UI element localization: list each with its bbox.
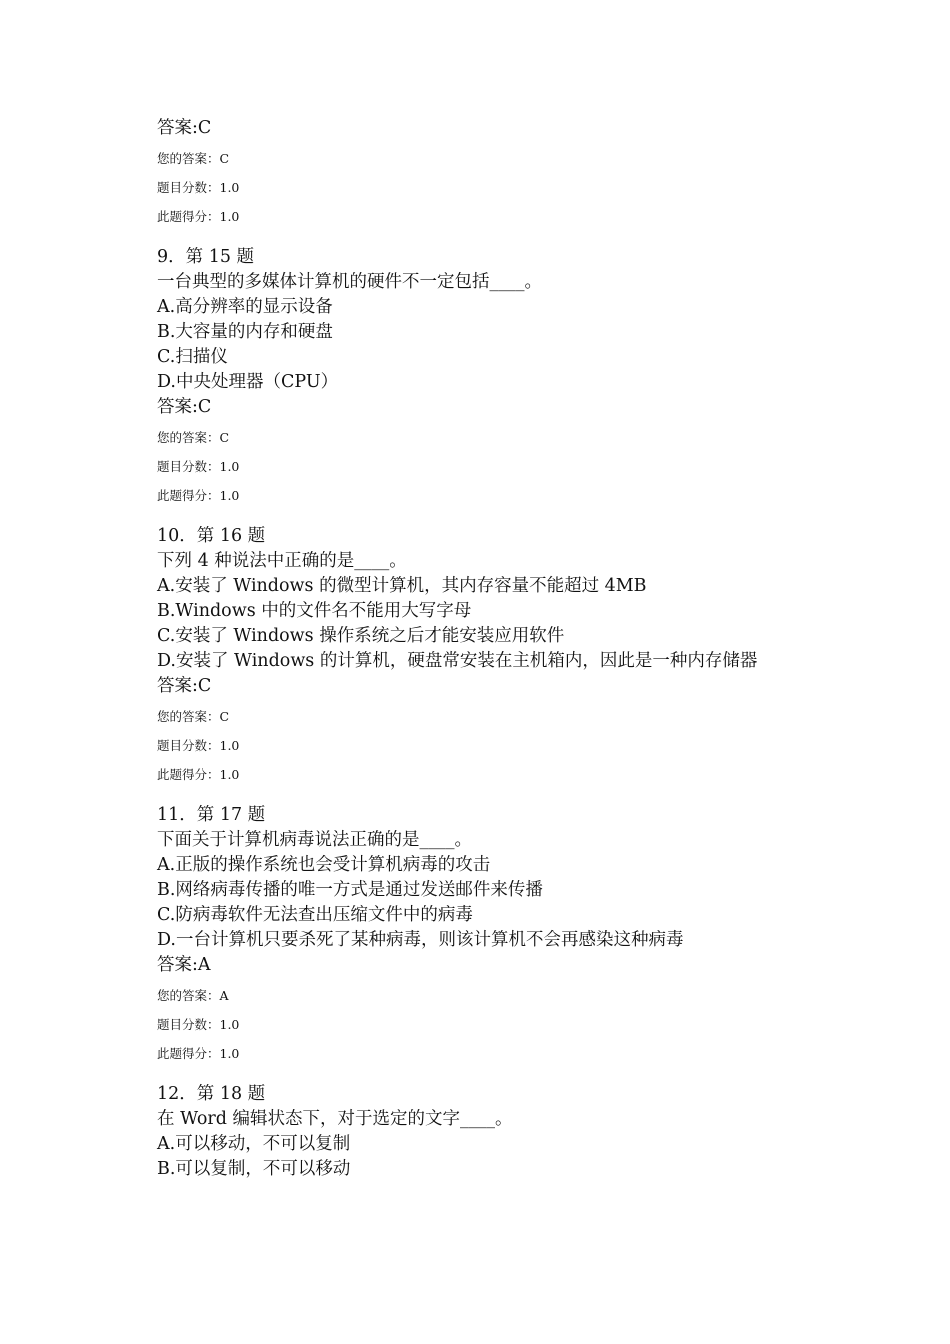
option-c: C.防病毒软件无法查出压缩文件中的病毒 (157, 905, 473, 925)
your-answer: 您的答案：C (157, 709, 230, 724)
option-d: D.中央处理器（CPU） (157, 372, 339, 392)
question-stem: 下列 4 种说法中正确的是____。 (157, 551, 407, 571)
question-block (157, 524, 857, 783)
question-stem: 一台典型的多媒体计算机的硬件不一定包括____。 (157, 272, 542, 292)
earned-score: 此题得分：1.0 (157, 488, 240, 503)
your-answer: 您的答案：C (157, 151, 230, 166)
question-score: 题目分数：1.0 (157, 738, 240, 753)
correct-answer: 答案:C (157, 397, 212, 417)
question-block (157, 1082, 857, 1182)
question-header: 9．第 15 题 (157, 247, 255, 267)
correct-answer: 答案:A (157, 955, 211, 975)
question-header: 10．第 16 题 (157, 526, 266, 546)
your-answer: 您的答案：A (157, 988, 229, 1003)
option-b: B.网络病毒传播的唯一方式是通过发送邮件来传播 (157, 880, 543, 900)
your-answer: 您的答案：C (157, 430, 230, 445)
option-b: B.大容量的内存和硬盘 (157, 322, 333, 342)
question-header: 12．第 18 题 (157, 1084, 266, 1104)
option-b: B.可以复制，不可以移动 (157, 1159, 351, 1179)
question-block (157, 803, 857, 1062)
question-score: 题目分数：1.0 (157, 180, 240, 195)
question-stem: 在 Word 编辑状态下，对于选定的文字____。 (157, 1109, 513, 1129)
option-c: C.扫描仪 (157, 347, 228, 367)
question-header: 11．第 17 题 (157, 805, 266, 825)
question-block (157, 245, 857, 504)
earned-score: 此题得分：1.0 (157, 767, 240, 782)
option-d: D.一台计算机只要杀死了某种病毒，则该计算机不会再感染这种病毒 (157, 930, 684, 950)
option-c: C.安装了 Windows 操作系统之后才能安装应用软件 (157, 626, 565, 646)
answer-block (157, 116, 857, 225)
option-a: A.安装了 Windows 的微型计算机，其内存容量不能超过 4MB (157, 576, 647, 596)
option-a: A.高分辨率的显示设备 (157, 297, 333, 317)
question-stem: 下面关于计算机病毒说法正确的是____。 (157, 830, 472, 850)
option-b: B.Windows 中的文件名不能用大写字母 (157, 601, 472, 621)
earned-score: 此题得分：1.0 (157, 209, 240, 224)
option-a: A.正版的操作系统也会受计算机病毒的攻击 (157, 855, 491, 875)
question-score: 题目分数：1.0 (157, 1017, 240, 1032)
document-page (157, 116, 857, 1182)
option-d: D.安装了 Windows 的计算机，硬盘常安装在主机箱内，因此是一种内存储器 (157, 651, 758, 671)
earned-score: 此题得分：1.0 (157, 1046, 240, 1061)
option-a: A.可以移动，不可以复制 (157, 1134, 351, 1154)
question-score: 题目分数：1.0 (157, 459, 240, 474)
correct-answer: 答案:C (157, 118, 212, 138)
correct-answer: 答案:C (157, 676, 212, 696)
